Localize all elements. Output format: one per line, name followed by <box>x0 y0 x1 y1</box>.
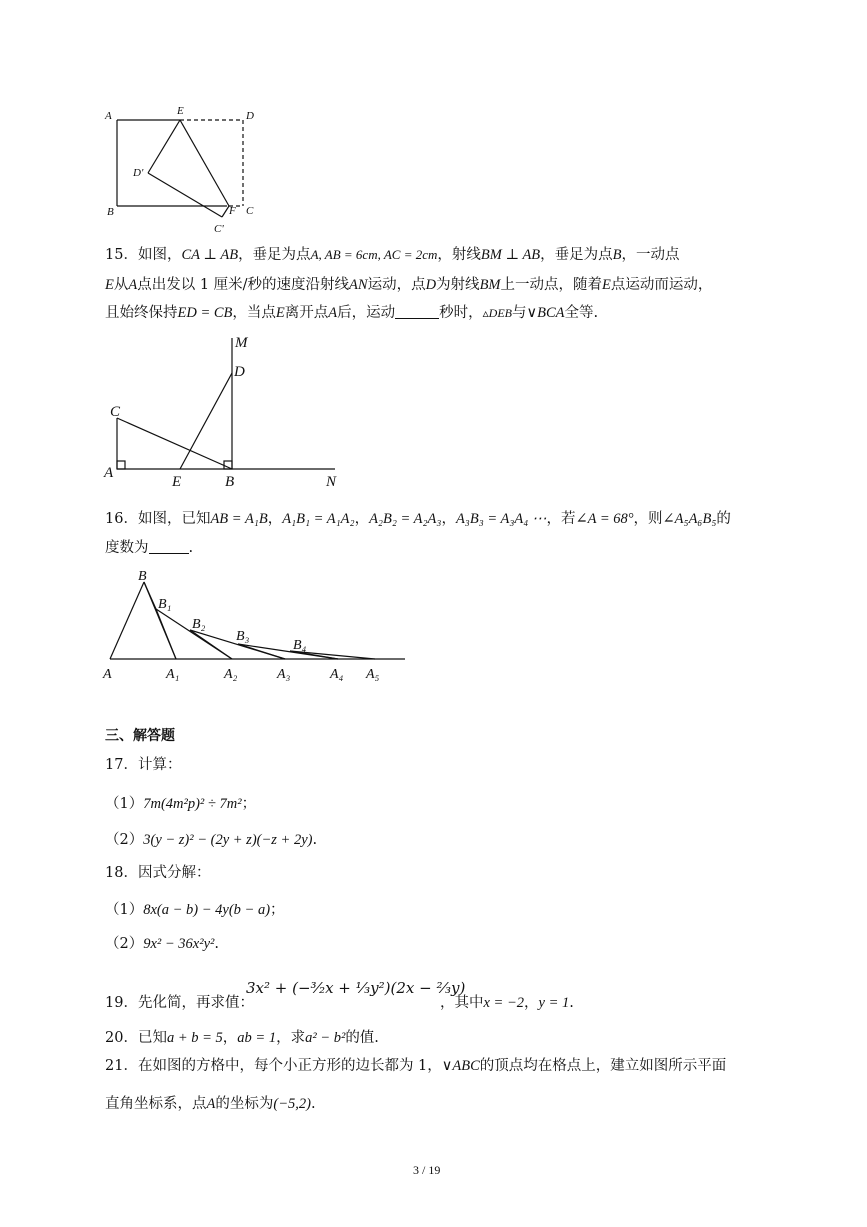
q18-part1: （1）8x(a − b) − 4y(b − a)； <box>105 902 285 918</box>
q15-number: 15． <box>105 247 138 263</box>
q19-title: 19．先化简，再求值： <box>105 995 254 1011</box>
q21-line2: 直角坐标系，点A的坐标为(−5,2). <box>105 1096 316 1112</box>
q18-part2: （2）9x² − 36x²y². <box>105 936 219 952</box>
label-F: F <box>229 205 236 217</box>
label-A4: A₄ <box>330 667 344 682</box>
q16-line2: 度数为 . <box>105 540 194 556</box>
label-A: A <box>104 465 114 481</box>
q17-part2: （2）3(y − z)² − (2y + z)(−z + 2y). <box>105 832 318 848</box>
label-M: M <box>235 335 248 351</box>
label-E: E <box>177 105 184 117</box>
q15-line1: 15．如图，CA ⊥ AB，垂足为点A, AB = 6cm, AC = 2cm，射线BM ⊥ AB，垂足为点B，一动点 <box>105 247 680 263</box>
triangles-figure <box>100 562 410 684</box>
label-A: A <box>105 110 112 122</box>
label-B4: B₄ <box>293 638 307 653</box>
label-B: B <box>225 474 235 490</box>
label-C-prime: C' <box>214 223 224 235</box>
section-heading: 三、解答题 <box>105 728 175 744</box>
label-B2: B₂ <box>192 617 206 632</box>
q15-line3: 且始终保持ED = CB，当点E离开点A后，运动 秒时，▵DEB与∨BCA全等. <box>105 305 599 321</box>
q19-values: ，其中x = −2，y = 1. <box>440 995 574 1011</box>
label-C: C <box>246 205 254 217</box>
label-A2: A₂ <box>224 667 238 682</box>
q18-title: 18．因式分解： <box>105 865 211 881</box>
label-B: B <box>107 206 114 218</box>
q15-line2: E从A点出发以 1 厘米/秒的速度沿射线AN运动，点D为射线BM上一动点，随着E点运动而运动， <box>105 277 713 293</box>
q20-line: 20．已知a + b = 5，ab = 1，求a² − b²的值. <box>105 1030 379 1046</box>
label-A5: A₅ <box>366 667 380 682</box>
fold-rectangle-figure <box>100 100 270 235</box>
label-A3: A₃ <box>277 667 291 682</box>
label-B3: B₃ <box>236 629 250 644</box>
label-D: D <box>234 364 245 380</box>
q16-number: 16． <box>105 511 138 527</box>
label-B: B <box>138 569 147 584</box>
label-D: D <box>246 110 254 122</box>
q17-title: 17．计算： <box>105 757 182 773</box>
rays-figure <box>100 330 350 492</box>
q21-line1: 21．在如图的方格中，每个小正方形的边长都为 1，∨ABC的顶点均在格点上，建立如图所示平面 <box>105 1058 727 1074</box>
label-C: C <box>110 404 121 420</box>
q19-expression: 3x² + (−³⁄₂x + ¹⁄₃y²)(2x − ²⁄₃y) <box>246 979 466 997</box>
page-number: 3 / 19 <box>413 1163 441 1177</box>
label-A1: A₁ <box>166 667 180 682</box>
label-B1: B₁ <box>158 597 172 612</box>
q16-line1: 16．如图，已知AB = A₁B，A₁B₁ = A₁A₂，A₂B₂ = A₂A₃，A₃B₃ = A₃A₄ ⋯，若∠A = 68°，则∠A₅A₆B₅的 <box>105 511 731 527</box>
label-E: E <box>172 474 182 490</box>
label-A: A <box>103 667 112 682</box>
label-N: N <box>326 474 337 490</box>
q16-answer-blank <box>149 539 189 554</box>
label-D-prime: D' <box>133 167 144 179</box>
q17-part1: （1）7m(4m²p)² ÷ 7m²； <box>105 796 257 812</box>
q15-answer-blank <box>395 304 439 319</box>
